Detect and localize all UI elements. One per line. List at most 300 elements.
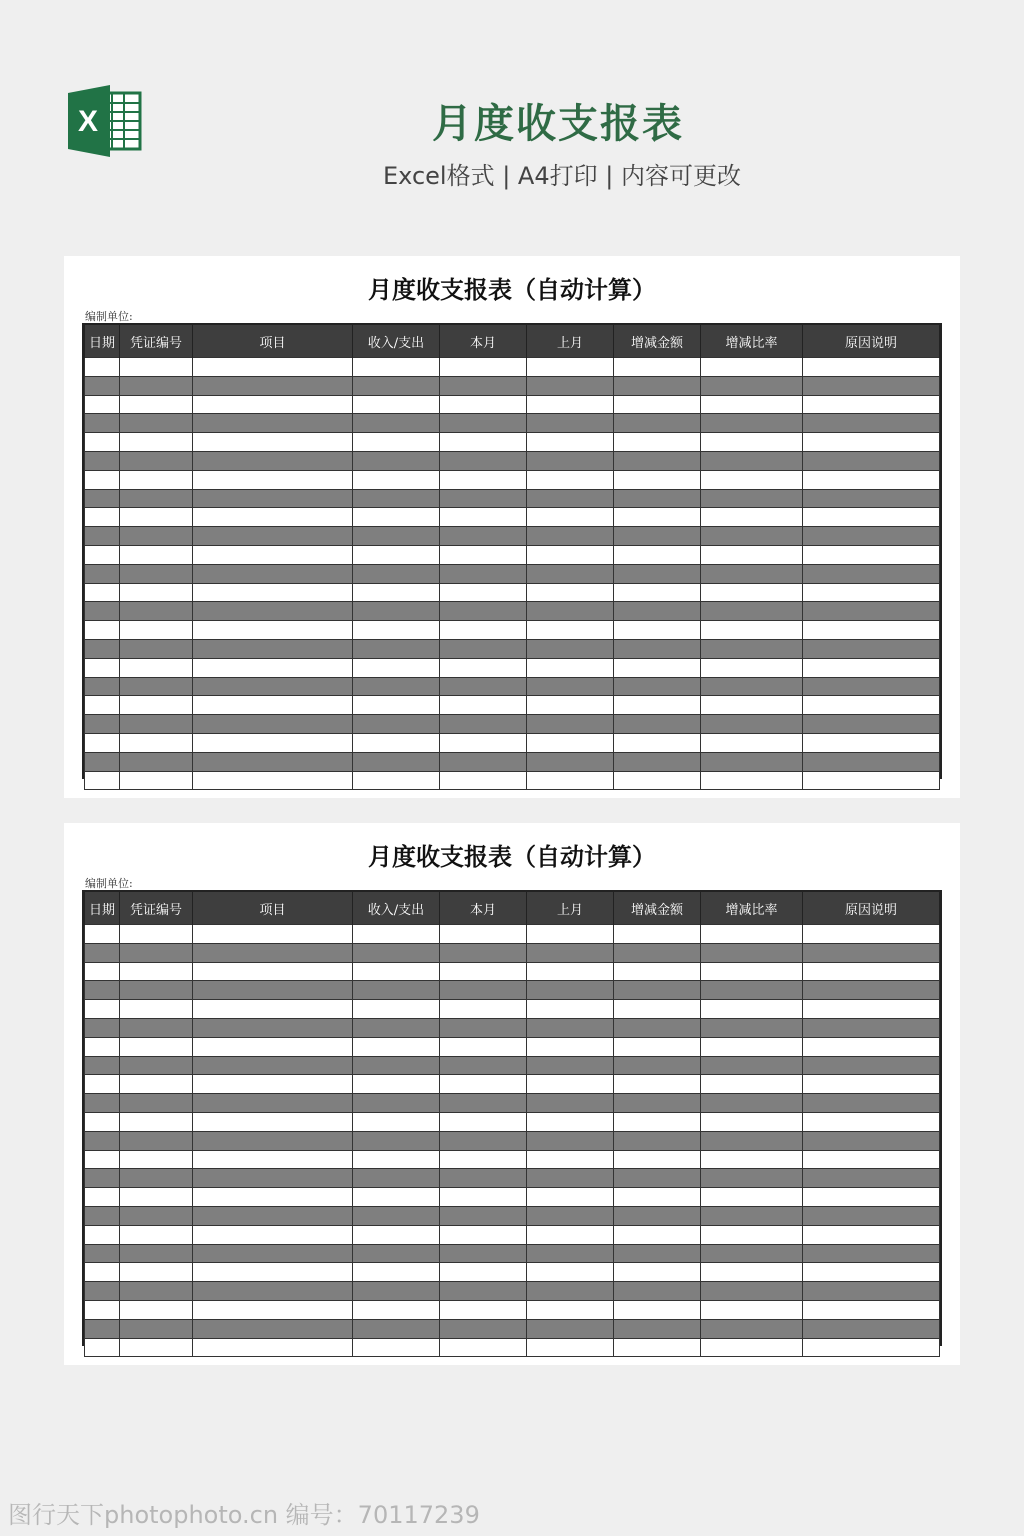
table-cell[interactable] — [614, 1206, 701, 1225]
table-cell[interactable] — [85, 1319, 120, 1338]
table-cell[interactable] — [527, 1338, 614, 1357]
table-cell[interactable] — [614, 696, 701, 715]
table-cell[interactable] — [193, 1150, 353, 1169]
table-cell[interactable] — [440, 1244, 527, 1263]
table-cell[interactable] — [803, 1263, 940, 1282]
table-cell[interactable] — [193, 1188, 353, 1207]
table-cell[interactable] — [353, 583, 440, 602]
table-cell[interactable] — [701, 564, 803, 583]
table-cell[interactable] — [527, 470, 614, 489]
table-cell[interactable] — [527, 1056, 614, 1075]
table-cell[interactable] — [193, 508, 353, 527]
table-cell[interactable] — [193, 1300, 353, 1319]
table-cell[interactable] — [803, 771, 940, 790]
table-cell[interactable] — [701, 527, 803, 546]
table-cell[interactable] — [614, 962, 701, 981]
table-cell[interactable] — [193, 1319, 353, 1338]
table-cell[interactable] — [527, 1263, 614, 1282]
table-cell[interactable] — [527, 433, 614, 452]
table-cell[interactable] — [527, 1037, 614, 1056]
table-cell[interactable] — [353, 489, 440, 508]
table-cell[interactable] — [440, 564, 527, 583]
table-cell[interactable] — [85, 1169, 120, 1188]
table-cell[interactable] — [193, 1225, 353, 1244]
table-cell[interactable] — [85, 1094, 120, 1113]
table-cell[interactable] — [527, 395, 614, 414]
table-cell[interactable] — [193, 621, 353, 640]
table-cell[interactable] — [803, 395, 940, 414]
table-cell[interactable] — [120, 1094, 193, 1113]
table-cell[interactable] — [527, 508, 614, 527]
table-cell[interactable] — [440, 451, 527, 470]
table-cell[interactable] — [85, 1282, 120, 1301]
table-cell[interactable] — [120, 1300, 193, 1319]
table-cell[interactable] — [85, 1206, 120, 1225]
table-cell[interactable] — [527, 583, 614, 602]
table-cell[interactable] — [120, 1225, 193, 1244]
table-cell[interactable] — [701, 1263, 803, 1282]
table-cell[interactable] — [527, 621, 614, 640]
table-cell[interactable] — [193, 1169, 353, 1188]
table-cell[interactable] — [440, 621, 527, 640]
table-cell[interactable] — [440, 962, 527, 981]
table-cell[interactable] — [85, 358, 120, 377]
table-cell[interactable] — [527, 376, 614, 395]
table-cell[interactable] — [803, 527, 940, 546]
table-cell[interactable] — [85, 981, 120, 1000]
table-cell[interactable] — [440, 1282, 527, 1301]
table-cell[interactable] — [440, 1037, 527, 1056]
table-cell[interactable] — [85, 508, 120, 527]
table-cell[interactable] — [803, 1131, 940, 1150]
table-cell[interactable] — [353, 376, 440, 395]
table-cell[interactable] — [353, 621, 440, 640]
table-cell[interactable] — [85, 677, 120, 696]
table-cell[interactable] — [85, 395, 120, 414]
table-cell[interactable] — [440, 508, 527, 527]
table-cell[interactable] — [193, 733, 353, 752]
table-cell[interactable] — [353, 470, 440, 489]
table-cell[interactable] — [440, 1319, 527, 1338]
table-cell[interactable] — [527, 715, 614, 734]
table-cell[interactable] — [193, 715, 353, 734]
table-cell[interactable] — [803, 564, 940, 583]
table-cell[interactable] — [440, 1225, 527, 1244]
table-cell[interactable] — [614, 1188, 701, 1207]
table-cell[interactable] — [614, 925, 701, 944]
table-cell[interactable] — [353, 433, 440, 452]
table-cell[interactable] — [85, 1075, 120, 1094]
table-cell[interactable] — [701, 376, 803, 395]
table-cell[interactable] — [353, 1300, 440, 1319]
table-cell[interactable] — [440, 414, 527, 433]
table-cell[interactable] — [527, 733, 614, 752]
table-cell[interactable] — [120, 1244, 193, 1263]
table-cell[interactable] — [440, 658, 527, 677]
table-cell[interactable] — [120, 981, 193, 1000]
table-cell[interactable] — [614, 943, 701, 962]
table-cell[interactable] — [193, 376, 353, 395]
table-cell[interactable] — [193, 1037, 353, 1056]
table-cell[interactable] — [440, 1169, 527, 1188]
table-cell[interactable] — [353, 1319, 440, 1338]
table-cell[interactable] — [527, 451, 614, 470]
table-cell[interactable] — [85, 1338, 120, 1357]
table-cell[interactable] — [120, 1319, 193, 1338]
table-cell[interactable] — [803, 621, 940, 640]
table-cell[interactable] — [527, 925, 614, 944]
table-cell[interactable] — [353, 451, 440, 470]
table-cell[interactable] — [353, 1206, 440, 1225]
table-cell[interactable] — [701, 639, 803, 658]
table-cell[interactable] — [193, 1056, 353, 1075]
table-cell[interactable] — [803, 1000, 940, 1019]
table-cell[interactable] — [701, 715, 803, 734]
table-cell[interactable] — [440, 715, 527, 734]
table-cell[interactable] — [803, 1150, 940, 1169]
table-cell[interactable] — [85, 1131, 120, 1150]
table-cell[interactable] — [353, 1037, 440, 1056]
table-cell[interactable] — [85, 733, 120, 752]
table-cell[interactable] — [353, 1000, 440, 1019]
table-cell[interactable] — [85, 1263, 120, 1282]
table-cell[interactable] — [120, 1056, 193, 1075]
table-cell[interactable] — [193, 1206, 353, 1225]
table-cell[interactable] — [353, 1150, 440, 1169]
table-cell[interactable] — [120, 508, 193, 527]
table-cell[interactable] — [85, 527, 120, 546]
table-cell[interactable] — [701, 1338, 803, 1357]
table-cell[interactable] — [701, 1000, 803, 1019]
table-cell[interactable] — [701, 733, 803, 752]
table-cell[interactable] — [701, 583, 803, 602]
table-cell[interactable] — [440, 395, 527, 414]
table-cell[interactable] — [701, 677, 803, 696]
table-cell[interactable] — [120, 1037, 193, 1056]
table-cell[interactable] — [440, 489, 527, 508]
table-cell[interactable] — [440, 1300, 527, 1319]
table-cell[interactable] — [120, 583, 193, 602]
table-cell[interactable] — [193, 470, 353, 489]
table-cell[interactable] — [701, 925, 803, 944]
table-cell[interactable] — [120, 925, 193, 944]
table-cell[interactable] — [440, 1112, 527, 1131]
table-cell[interactable] — [120, 771, 193, 790]
table-cell[interactable] — [440, 943, 527, 962]
table-cell[interactable] — [527, 1150, 614, 1169]
table-cell[interactable] — [120, 715, 193, 734]
table-cell[interactable] — [193, 677, 353, 696]
table-cell[interactable] — [353, 771, 440, 790]
table-cell[interactable] — [614, 771, 701, 790]
table-cell[interactable] — [803, 1112, 940, 1131]
table-cell[interactable] — [701, 771, 803, 790]
table-cell[interactable] — [193, 752, 353, 771]
table-cell[interactable] — [614, 433, 701, 452]
table-cell[interactable] — [85, 696, 120, 715]
table-cell[interactable] — [803, 1244, 940, 1263]
table-cell[interactable] — [193, 925, 353, 944]
table-cell[interactable] — [614, 545, 701, 564]
table-cell[interactable] — [614, 1075, 701, 1094]
table-cell[interactable] — [120, 358, 193, 377]
table-cell[interactable] — [527, 1131, 614, 1150]
table-cell[interactable] — [440, 583, 527, 602]
table-cell[interactable] — [120, 527, 193, 546]
table-cell[interactable] — [527, 696, 614, 715]
table-cell[interactable] — [803, 925, 940, 944]
table-cell[interactable] — [701, 1094, 803, 1113]
table-cell[interactable] — [701, 1188, 803, 1207]
table-cell[interactable] — [120, 1206, 193, 1225]
table-cell[interactable] — [527, 639, 614, 658]
table-cell[interactable] — [85, 451, 120, 470]
table-cell[interactable] — [527, 771, 614, 790]
table-cell[interactable] — [120, 1112, 193, 1131]
table-cell[interactable] — [614, 1018, 701, 1037]
table-cell[interactable] — [120, 564, 193, 583]
table-cell[interactable] — [701, 1300, 803, 1319]
table-cell[interactable] — [120, 658, 193, 677]
table-cell[interactable] — [120, 696, 193, 715]
table-cell[interactable] — [85, 433, 120, 452]
table-cell[interactable] — [803, 451, 940, 470]
table-cell[interactable] — [120, 677, 193, 696]
table-cell[interactable] — [614, 658, 701, 677]
table-cell[interactable] — [614, 1131, 701, 1150]
table-cell[interactable] — [803, 752, 940, 771]
table-cell[interactable] — [701, 1056, 803, 1075]
table-cell[interactable] — [353, 508, 440, 527]
table-cell[interactable] — [440, 1188, 527, 1207]
table-cell[interactable] — [353, 545, 440, 564]
table-cell[interactable] — [527, 1244, 614, 1263]
table-cell[interactable] — [353, 981, 440, 1000]
table-cell[interactable] — [120, 470, 193, 489]
table-cell[interactable] — [353, 1225, 440, 1244]
table-cell[interactable] — [193, 564, 353, 583]
table-cell[interactable] — [85, 1300, 120, 1319]
table-cell[interactable] — [614, 677, 701, 696]
table-cell[interactable] — [701, 1206, 803, 1225]
table-cell[interactable] — [614, 376, 701, 395]
table-cell[interactable] — [614, 564, 701, 583]
table-cell[interactable] — [85, 621, 120, 640]
table-cell[interactable] — [527, 358, 614, 377]
table-cell[interactable] — [614, 414, 701, 433]
table-cell[interactable] — [193, 981, 353, 1000]
table-cell[interactable] — [85, 1244, 120, 1263]
table-cell[interactable] — [803, 1056, 940, 1075]
table-cell[interactable] — [527, 1018, 614, 1037]
table-cell[interactable] — [614, 1000, 701, 1019]
table-cell[interactable] — [353, 677, 440, 696]
table-cell[interactable] — [701, 1037, 803, 1056]
table-cell[interactable] — [85, 962, 120, 981]
table-cell[interactable] — [85, 376, 120, 395]
table-cell[interactable] — [193, 962, 353, 981]
table-cell[interactable] — [440, 433, 527, 452]
table-cell[interactable] — [614, 602, 701, 621]
table-cell[interactable] — [353, 1263, 440, 1282]
table-cell[interactable] — [440, 752, 527, 771]
table-cell[interactable] — [353, 564, 440, 583]
table-cell[interactable] — [527, 1169, 614, 1188]
table-cell[interactable] — [614, 1300, 701, 1319]
table-cell[interactable] — [85, 489, 120, 508]
table-cell[interactable] — [353, 358, 440, 377]
table-cell[interactable] — [803, 639, 940, 658]
table-cell[interactable] — [440, 1131, 527, 1150]
table-cell[interactable] — [120, 621, 193, 640]
table-cell[interactable] — [803, 981, 940, 1000]
table-cell[interactable] — [193, 602, 353, 621]
table-cell[interactable] — [120, 602, 193, 621]
table-cell[interactable] — [353, 715, 440, 734]
table-cell[interactable] — [85, 925, 120, 944]
table-cell[interactable] — [701, 1244, 803, 1263]
table-cell[interactable] — [440, 470, 527, 489]
table-cell[interactable] — [353, 1094, 440, 1113]
table-cell[interactable] — [85, 658, 120, 677]
table-cell[interactable] — [614, 508, 701, 527]
table-cell[interactable] — [803, 1075, 940, 1094]
table-cell[interactable] — [193, 696, 353, 715]
table-cell[interactable] — [701, 1282, 803, 1301]
table-cell[interactable] — [527, 1000, 614, 1019]
table-cell[interactable] — [440, 602, 527, 621]
table-cell[interactable] — [440, 1075, 527, 1094]
table-cell[interactable] — [614, 715, 701, 734]
table-cell[interactable] — [701, 752, 803, 771]
table-cell[interactable] — [120, 489, 193, 508]
table-cell[interactable] — [120, 1000, 193, 1019]
table-cell[interactable] — [614, 358, 701, 377]
table-cell[interactable] — [440, 1018, 527, 1037]
table-cell[interactable] — [85, 414, 120, 433]
table-cell[interactable] — [193, 1263, 353, 1282]
table-cell[interactable] — [701, 1018, 803, 1037]
table-cell[interactable] — [85, 1188, 120, 1207]
table-cell[interactable] — [527, 1225, 614, 1244]
table-cell[interactable] — [120, 1263, 193, 1282]
table-cell[interactable] — [701, 545, 803, 564]
table-cell[interactable] — [85, 583, 120, 602]
table-cell[interactable] — [193, 395, 353, 414]
table-cell[interactable] — [120, 395, 193, 414]
table-cell[interactable] — [193, 545, 353, 564]
table-cell[interactable] — [120, 1018, 193, 1037]
table-cell[interactable] — [120, 545, 193, 564]
table-cell[interactable] — [701, 1150, 803, 1169]
table-cell[interactable] — [120, 943, 193, 962]
table-cell[interactable] — [803, 433, 940, 452]
table-cell[interactable] — [701, 943, 803, 962]
table-cell[interactable] — [193, 451, 353, 470]
table-cell[interactable] — [614, 1056, 701, 1075]
table-cell[interactable] — [353, 658, 440, 677]
table-cell[interactable] — [85, 1000, 120, 1019]
table-cell[interactable] — [85, 639, 120, 658]
table-cell[interactable] — [701, 414, 803, 433]
table-cell[interactable] — [701, 981, 803, 1000]
table-cell[interactable] — [120, 733, 193, 752]
table-cell[interactable] — [614, 1282, 701, 1301]
table-cell[interactable] — [85, 564, 120, 583]
table-cell[interactable] — [803, 1338, 940, 1357]
table-cell[interactable] — [353, 1188, 440, 1207]
table-cell[interactable] — [803, 1018, 940, 1037]
table-cell[interactable] — [353, 1131, 440, 1150]
table-cell[interactable] — [803, 376, 940, 395]
table-cell[interactable] — [85, 715, 120, 734]
table-cell[interactable] — [353, 1282, 440, 1301]
table-cell[interactable] — [193, 358, 353, 377]
table-cell[interactable] — [440, 1338, 527, 1357]
table-cell[interactable] — [440, 376, 527, 395]
table-cell[interactable] — [193, 433, 353, 452]
table-cell[interactable] — [803, 715, 940, 734]
table-cell[interactable] — [353, 414, 440, 433]
table-cell[interactable] — [85, 602, 120, 621]
table-cell[interactable] — [85, 752, 120, 771]
table-cell[interactable] — [803, 1188, 940, 1207]
table-cell[interactable] — [701, 451, 803, 470]
table-cell[interactable] — [120, 752, 193, 771]
table-cell[interactable] — [614, 1150, 701, 1169]
table-cell[interactable] — [701, 1112, 803, 1131]
table-cell[interactable] — [85, 1150, 120, 1169]
table-cell[interactable] — [527, 981, 614, 1000]
table-cell[interactable] — [193, 771, 353, 790]
table-cell[interactable] — [440, 527, 527, 546]
table-cell[interactable] — [527, 1319, 614, 1338]
table-cell[interactable] — [803, 1094, 940, 1113]
table-cell[interactable] — [440, 545, 527, 564]
table-cell[interactable] — [120, 433, 193, 452]
table-cell[interactable] — [440, 358, 527, 377]
table-cell[interactable] — [353, 395, 440, 414]
table-cell[interactable] — [614, 639, 701, 658]
table-cell[interactable] — [527, 545, 614, 564]
table-cell[interactable] — [614, 451, 701, 470]
table-cell[interactable] — [803, 545, 940, 564]
table-cell[interactable] — [527, 1282, 614, 1301]
table-cell[interactable] — [701, 1319, 803, 1338]
table-cell[interactable] — [353, 527, 440, 546]
table-cell[interactable] — [803, 602, 940, 621]
table-cell[interactable] — [527, 962, 614, 981]
table-cell[interactable] — [527, 489, 614, 508]
table-cell[interactable] — [527, 752, 614, 771]
table-cell[interactable] — [353, 1244, 440, 1263]
table-cell[interactable] — [527, 602, 614, 621]
table-cell[interactable] — [193, 1018, 353, 1037]
table-cell[interactable] — [803, 414, 940, 433]
table-cell[interactable] — [527, 1094, 614, 1113]
table-cell[interactable] — [85, 1037, 120, 1056]
table-cell[interactable] — [193, 943, 353, 962]
table-cell[interactable] — [120, 1075, 193, 1094]
table-cell[interactable] — [120, 414, 193, 433]
table-cell[interactable] — [701, 1169, 803, 1188]
table-cell[interactable] — [527, 1188, 614, 1207]
table-cell[interactable] — [527, 658, 614, 677]
table-cell[interactable] — [803, 489, 940, 508]
table-cell[interactable] — [701, 602, 803, 621]
table-cell[interactable] — [701, 621, 803, 640]
table-cell[interactable] — [440, 1206, 527, 1225]
